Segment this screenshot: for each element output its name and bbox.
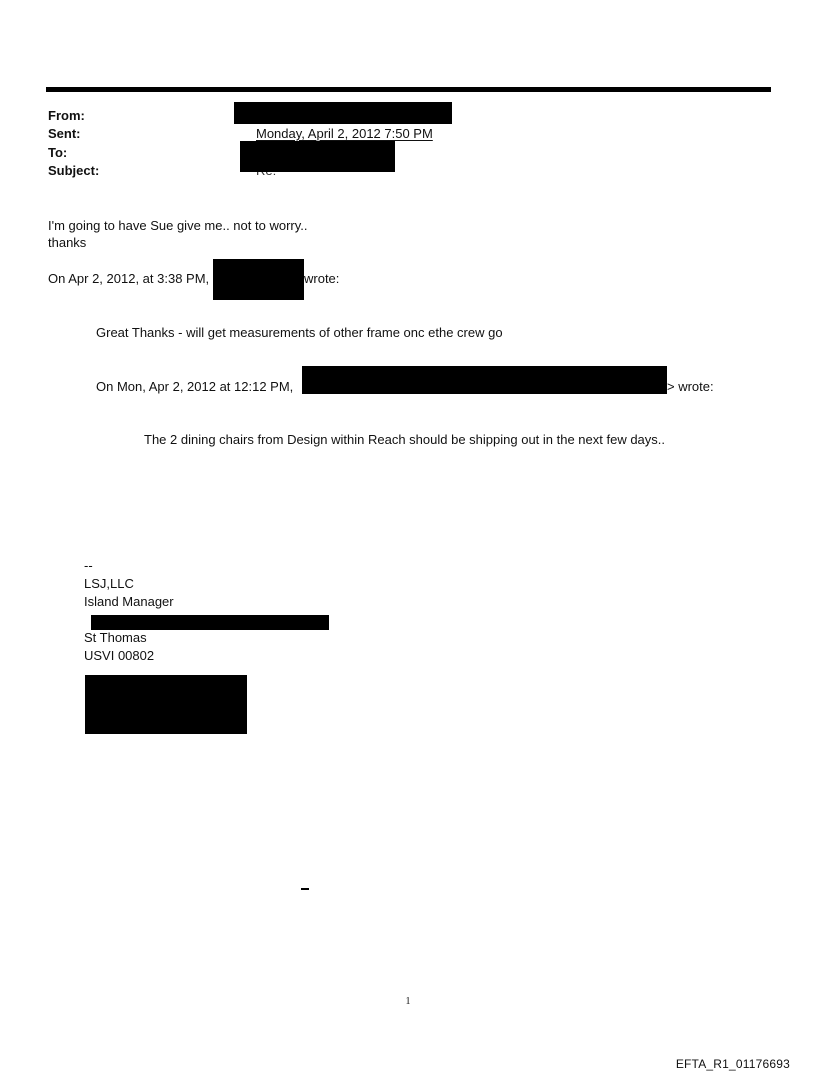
body-line-2: thanks [48,235,87,250]
quote-2-sender-redaction [302,366,667,394]
from-redaction [234,102,452,124]
signature-block-redaction [85,675,247,734]
bates-number: EFTA_R1_01176693 [675,1057,790,1071]
reply-1-text: Great Thanks - will get measurements of other frame onc ethe crew go [96,325,503,340]
signature-city: St Thomas [84,630,147,645]
quote-1-sender-redaction [213,259,304,300]
signature-region: USVI 00802 [84,648,155,663]
signature-company: LSJ,LLC [84,576,134,591]
page-number: 1 [405,996,411,1007]
reply-2-text: The 2 dining chairs from Design within Reach should be shipping out in the next few days.. [144,432,666,447]
header-rule [46,87,771,92]
to-label: To: [48,145,68,160]
signature-dashes: -- [84,558,93,573]
signature-title: Island Manager [84,594,174,609]
quote-2-suffix: > wrote: [667,379,714,394]
from-label: From: [48,108,85,123]
signature-address-redaction [91,615,329,630]
subject-label: Subject: [48,163,100,178]
sent-label: Sent: [48,126,81,141]
sent-value: Monday, April 2, 2012 7:50 PM [256,126,433,141]
body-line-1: I'm going to have Sue give me.. not to worry.. [48,218,308,233]
quote-2-prefix: On Mon, Apr 2, 2012 at 12:12 PM, [96,379,294,394]
to-redaction [240,141,395,172]
quote-1-prefix: On Apr 2, 2012, at 3:38 PM, [48,271,210,286]
quote-1-suffix: wrote: [304,271,340,286]
stray-mark [301,888,309,890]
